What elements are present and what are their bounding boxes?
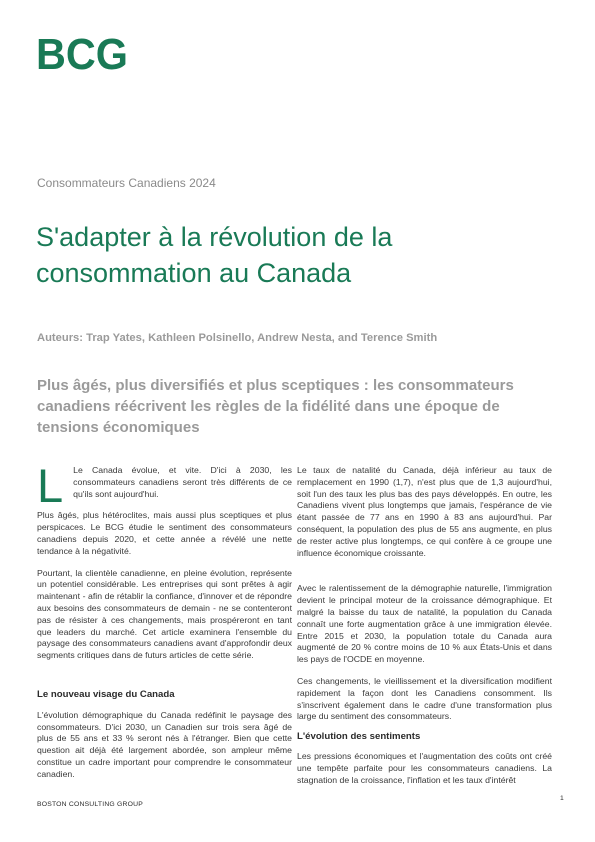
intro-paragraph: L Le Canada évolue, et vite. D'ici à 2030, les consommateurs canadiens seront très différents de ce qu'ils sont aujourd'hui. — [37, 459, 292, 512]
paragraph: Pourtant, la clientèle canadienne, en pleine évolution, représente un potentiel considérable. Les entreprises qui sont prêtes à agir maintenant - afin de rétablir la confiance, d'innover et de répondre aux besoins des consommateurs de demain - ne se contenteront pas de résister à ces changements, mais prospéreront en tant que leaders du marché. Cet article examinera l'ensemble du paysage des consommateurs canadiens avant d'approfondir deux segments critiques dans de futurs articles de cette série. — [37, 567, 292, 661]
drop-cap: L — [37, 459, 64, 512]
section-heading: L'évolution des sentiments — [297, 731, 421, 743]
footer-brand: BOSTON CONSULTING GROUP — [37, 801, 143, 808]
series-label: Consommateurs Canadiens 2024 — [37, 176, 216, 190]
paragraph: Avec le ralentissement de la démographie naturelle, l'immigration devient le principal moteur de la croissance démographique. Et malgré la baisse du taux de natalité, la population du Canada connaît une forte augmentation grâce à une immigration élevée. Entre 2015 et 2030, la population totale du Canada aura augmenté de 20 % contre moins de 10 % aux États-Unis et dans les pays de l'OCDE en moyenne. — [297, 583, 552, 665]
page-number: 1 — [560, 795, 564, 802]
section-heading: Le nouveau visage du Canada — [37, 688, 175, 700]
paragraph: Le taux de natalité du Canada, déjà inférieur au taux de remplacement en 1990 (1,7), n'est plus que de 1,3 aujourd'hui, soit l'un des taux les plus bas des pays développés. En outre, les Canadiens vivent plus longtemps que jamais, l'espérance de vie étant passée de 77 ans en 1990 à 83 ans aujourd'hui. Par conséquent, la population des plus de 55 ans augmente, en plus de rester active plus longtemps, ce qui confère à ce groupe une influence économique croissante. — [297, 465, 552, 558]
lede: Plus âgés, plus diversifiés et plus sceptiques : les consommateurs canadiens réécrivent les règles de la fidélité dans une époque de tensions économiques — [37, 377, 514, 436]
svg-text:BCG: BCG — [36, 36, 128, 72]
paragraph: Plus âgés, plus hétéroclites, mais aussi plus sceptiques et plus perspicaces. Le BCG étudie le sentiment des consommateurs canadiens depuis 2020, et cette année a révélé une nette tendance à la négativité. — [37, 510, 292, 556]
paragraph: Ces changements, le vieillissement et la diversification modifient rapidement la façon dont les Canadiens consomment. Ils s'inscrivent également dans le cadre d'une transformation plus large du sentiment des consommateurs. — [297, 675, 552, 722]
authors-line: Auteurs: Trap Yates, Kathleen Polsinello, Andrew Nesta, and Terence Smith — [37, 332, 438, 344]
bcg-logo — [36, 36, 128, 72]
left-column — [37, 459, 292, 781]
page-title: S'adapter à la révolution de la consommation au Canada — [36, 222, 393, 288]
paragraph: L'évolution démographique du Canada redéfinit le paysage des consommateurs. D'ici 2030, un Canadien sur trois sera âgé de plus de 55 ans et 33 % seront nés à l'étranger. Bien que cette question ait déjà été largement abordée, son ampleur même constitue un cadre important pour comprendre le consommateur canadien. — [37, 709, 292, 779]
right-column — [297, 465, 552, 786]
paragraph: Les pressions économiques et l'augmentation des coûts ont créé une tempête parfaite pour les consommateurs canadiens. La stagnation de la croissance, l'inflation et les taux d'intérêt — [297, 750, 552, 785]
